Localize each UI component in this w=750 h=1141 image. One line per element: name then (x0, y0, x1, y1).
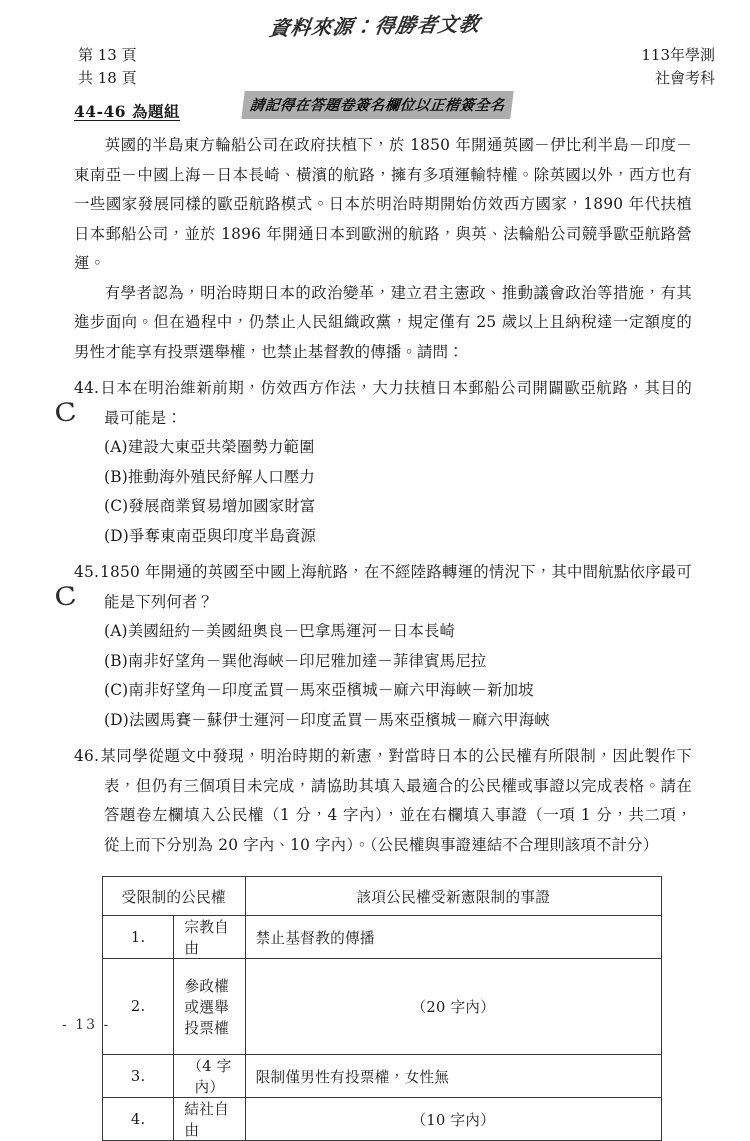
option-45-b[interactable] (104, 647, 692, 677)
row-2-number: 2. (103, 959, 174, 1055)
row-2-civil-right[interactable]: 參政權或選舉投票權 (174, 959, 245, 1055)
civil-rights-table-wrapper (74, 876, 692, 1141)
option-44-d-text: 爭奪東南亞與印度半島資源 (128, 526, 317, 545)
signature-notice-banner: 請記得在答題卷簽名欄位以正楷簽全名 (241, 91, 513, 119)
exam-year-label: 113年學測 (641, 46, 715, 64)
option-44-d-key: (D) (104, 526, 129, 545)
option-44-c-text: 發展商業貿易增加國家財富 (128, 497, 316, 515)
question-44-stem-text: 日本在明治維新前期，仿效西方作法，大力扶植日本郵船公司開闢歐亞航路，其目的最可能是： (100, 379, 692, 427)
question-45-number: 45. (74, 563, 100, 581)
row-3-civil-right[interactable]: （4 字內） (174, 1055, 245, 1098)
civil-rights-table (102, 876, 662, 1141)
question-44-number: 44. (74, 379, 100, 397)
page-total-label: 共 18 頁 (78, 69, 137, 87)
question-46-number: 46. (74, 747, 100, 765)
row-4-civil-right[interactable]: 結社自由 (174, 1098, 245, 1141)
source-watermark: 資料來源：得勝者文教 (267, 11, 482, 41)
row-4-evidence[interactable]: （10 字內） (245, 1098, 661, 1141)
option-44-d[interactable] (104, 522, 692, 552)
option-45-c-text: 南非好望角－印度孟買－馬來亞檳城－麻六甲海峽－新加坡 (128, 681, 534, 699)
row-4-number: 4. (103, 1098, 174, 1141)
option-45-b-text: 南非好望角－巽他海峽－印尼雅加達－菲律賓馬尼拉 (127, 651, 487, 670)
question-group-title: 44-46 為題組 (74, 102, 180, 121)
passage-paragraph-1: 英國的半島東方輪船公司在政府扶植下，於 1850 年開通英國－伊比利半島－印度－東南亞－中國上海－日本長崎、橫濱的航路，擁有多項運輸特權。除英國以外，西方也有一些國家發展同樣的歐亞航路模式。日本於明治時期開始仿效西方國家，1890 年代扶植日本郵船公司，並於 1896 年開通日本到歐洲的航路，與英、法輪船公司競爭歐亞航路營運。 (74, 136, 692, 272)
table-row (103, 916, 662, 959)
option-45-c[interactable] (104, 676, 692, 706)
option-45-b-key: (B) (104, 651, 128, 670)
page-footer-marker: - 13 - (62, 1017, 111, 1033)
question-45 (52, 558, 692, 735)
exam-subject-label: 社會考科 (654, 69, 715, 87)
handwritten-answer-mark-45: C (52, 580, 79, 613)
handwritten-answer-mark-44: C (52, 396, 79, 429)
option-44-b[interactable] (104, 463, 692, 493)
row-2-evidence[interactable]: （20 字內） (245, 959, 661, 1055)
passage-paragraph-2: 有學者認為，明治時期日本的政治變革，建立君主憲政、推動議會政治等措施，有其進步面向。但在過程中，仍禁止人民組織政黨，規定僅有 25 歲以上且納稅達一定額度的男性才能享有投票選舉權，也禁止基督教的傳播。請問： (74, 283, 692, 361)
option-44-a-key: (A) (104, 438, 128, 456)
question-46-stem (74, 742, 692, 860)
option-45-c-key: (C) (104, 681, 129, 699)
option-45-d[interactable] (104, 706, 692, 736)
option-45-a-key: (A) (104, 622, 128, 640)
header-page-numbers (78, 44, 137, 90)
row-1-civil-right[interactable]: 宗教自由 (174, 916, 245, 959)
question-45-stem (74, 558, 692, 617)
question-46-stem-text: 某同學從題文中發現，明治時期的新憲，對當時日本的公民權有所限制，因此製作下表，但仍有三個項目未完成，請協助其填入最適合的公民權或事證以完成表格。請在答題卷左欄填入公民權（1 分，4 字內），並在右欄填入事證（一項 1 分，共二項，從上而下分別為 20 字內、10 字內）。（公民權與事證連結不合理則該項不計分） (100, 747, 692, 854)
row-3-evidence[interactable]: 限制僅男性有投票權，女性無 (245, 1055, 661, 1098)
row-1-number: 1. (103, 916, 174, 959)
page-content (52, 100, 692, 1141)
question-45-options (74, 617, 692, 735)
row-1-evidence[interactable]: 禁止基督教的傳播 (245, 916, 661, 959)
table-row (103, 959, 662, 1055)
table-header-civil-right: 受限制的公民權 (103, 877, 246, 916)
question-44-stem (74, 374, 692, 433)
option-44-b-key: (B) (104, 467, 128, 486)
question-44-options (74, 433, 692, 551)
option-45-d-text: 法國馬賽－蘇伊士運河－印度孟買－馬來亞檳城－麻六甲海峽 (128, 710, 550, 729)
question-45-stem-text: 1850 年開通的英國至中國上海航路，在不經陸路轉運的情況下，其中間航點依序最可能是下列何者？ (100, 563, 692, 611)
option-45-a-text: 美國紐約－美國紐奧良－巴拿馬運河－日本長崎 (127, 622, 456, 640)
question-46 (74, 742, 692, 1141)
option-45-a[interactable] (104, 617, 692, 647)
row-3-number: 3. (103, 1055, 174, 1098)
table-header-row (103, 877, 662, 916)
question-44 (52, 374, 692, 551)
table-row (103, 1098, 662, 1141)
option-44-a[interactable] (104, 433, 692, 463)
option-44-c[interactable] (104, 492, 692, 522)
option-44-c-key: (C) (104, 497, 129, 515)
page-current-label: 第 13 頁 (78, 46, 137, 64)
option-44-b-text: 推動海外殖民紓解人口壓力 (127, 467, 316, 486)
option-45-d-key: (D) (104, 710, 129, 729)
option-44-a-text: 建設大東亞共榮圈勢力範圍 (127, 438, 315, 456)
table-header-evidence: 該項公民權受新憲限制的事證 (245, 877, 661, 916)
header-exam-info (641, 44, 715, 90)
